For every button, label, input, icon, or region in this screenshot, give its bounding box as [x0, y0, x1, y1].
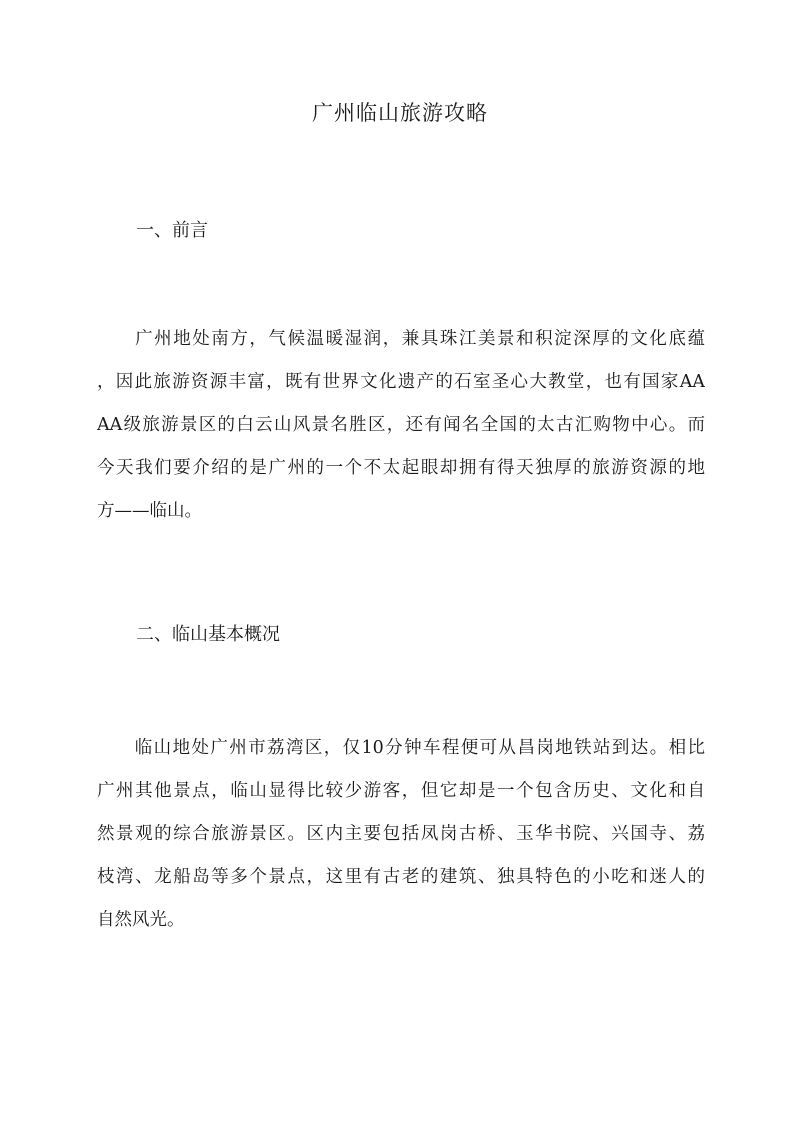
paragraph-overview	[97, 727, 705, 942]
section-heading-overview: 二、临山基本概况	[136, 624, 280, 645]
paragraph-line: 临山地处广州市荔湾区，仅10分钟车程便可从昌岗地铁站到达。相比	[97, 738, 705, 758]
paragraph-line: 枝湾、龙船岛等多个景点，这里有古老的建筑、独具特色的小吃和迷人的	[97, 867, 705, 887]
paragraph-preface	[97, 318, 705, 533]
section-heading-preface: 一、前言	[136, 220, 208, 241]
paragraph-line: AA级旅游景区的白云山风景名胜区，还有闻名全国的太古汇购物中心。而	[97, 415, 705, 435]
paragraph-line: 广州其他景点，临山显得比较少游客，但它却是一个包含历史、文化和自	[97, 781, 705, 801]
paragraph-line: 方——临山。	[97, 501, 202, 521]
paragraph-line: 自然风光。	[97, 910, 185, 930]
paragraph-line: ，因此旅游资源丰富，既有世界文化遗产的石室圣心大教堂，也有国家AA	[97, 372, 705, 392]
paragraph-line: 然景观的综合旅游景区。区内主要包括凤岗古桥、玉华书院、兴国寺、荔	[97, 824, 705, 844]
document-title: 广州临山旅游攻略	[312, 101, 488, 125]
paragraph-line: 今天我们要介绍的是广州的一个不太起眼却拥有得天独厚的旅游资源的地	[97, 458, 705, 478]
paragraph-line: 广州地处南方，气候温暖湿润，兼具珠江美景和积淀深厚的文化底蕴	[97, 329, 705, 349]
